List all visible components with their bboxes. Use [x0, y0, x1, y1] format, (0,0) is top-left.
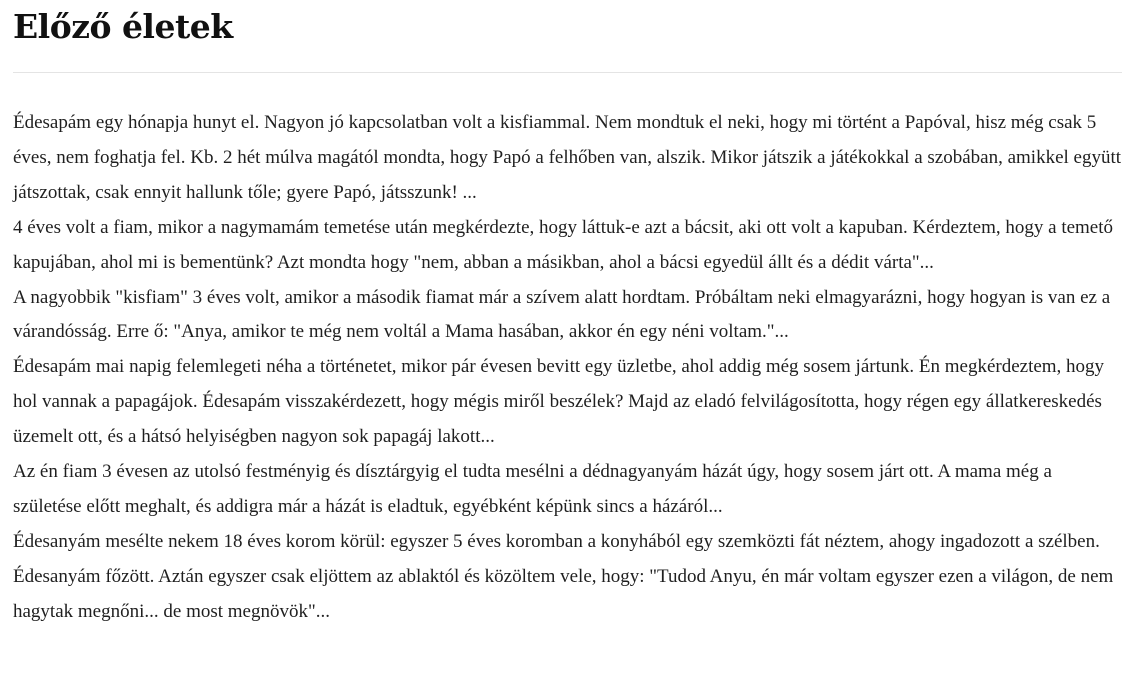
story-paragraph-2: 4 éves volt a fiam, mikor a nagymamám temetése után megkérdezte, hogy láttuk-e azt a bácsit, aki ott volt a kapuban. Kérdeztem, hogy a temető kapujában, ahol mi is bementünk? Azt mondta hogy "nem, abban a másikban, ahol a bácsi egyedül állt és a dédit várta"... — [13, 216, 1114, 273]
title-divider — [13, 72, 1122, 73]
article-page — [13, 0, 1122, 630]
story-paragraph-4: Édesapám mai napig felemlegeti néha a történetet, mikor pár évesen bevitt egy üzletbe, ahol addig még sosem jártunk. Én megkérdeztem, hogy hol vannak a papagájok. Édesapám visszakérdezett, hogy mégis miről beszélek? Majd az eladó felvilágosította, hogy régen egy állatkereskedés üzemelt ott, és a hátsó helyiségben nagyon sok papagáj lakott... — [13, 356, 1105, 448]
story-paragraph-5: Az én fiam 3 évesen az utolsó festményig és dísztárgyig el tudta mesélni a dédnagyanyám házát úgy, hogy sosem járt ott. A mama még a születése előtt meghalt, és addigra már a házát is eladtuk, egyébként képünk sincs a házáról... — [13, 461, 1052, 517]
story-paragraph-3: A nagyobbik "kisfiam" 3 éves volt, amikor a második fiamat már a szívem alatt hordtam. Próbáltam neki elmagyarázni, hogy hogyan is van ez a várandósság. Erre ő: "Anya, amikor te még nem voltál a Mama hasában, akkor én egy néni voltam."... — [13, 286, 1111, 343]
article-body — [13, 106, 1122, 630]
story-paragraph-6: Édesanyám mesélte nekem 18 éves korom körül: egyszer 5 éves koromban a konyhából egy szemközti fát néztem, ahogy ingadozott a szélben. Édesanyám főzött. Aztán egyszer csak eljöttem az ablaktól és közöltem vele, hogy: "Tudod Anyu, én már voltam egyszer ezen a világon, de nem hagytak megnőni... de most megnövök"... — [13, 530, 1114, 622]
page-title: Előző életek — [13, 7, 233, 46]
story-paragraph-1: Édesapám egy hónapja hunyt el. Nagyon jó kapcsolatban volt a kisfiammal. Nem mondtuk el neki, hogy mi történt a Papóval, hisz még csak 5 éves, nem foghatja fel. Kb. 2 hét múlva magától mondta, hogy Papó a felhőben van, alszik. Mikor játszik a játékokkal a szobában, amikkel együtt játszottak, csak ennyit hallunk tőle; gyere Papó, játsszunk! ... — [13, 112, 1122, 203]
